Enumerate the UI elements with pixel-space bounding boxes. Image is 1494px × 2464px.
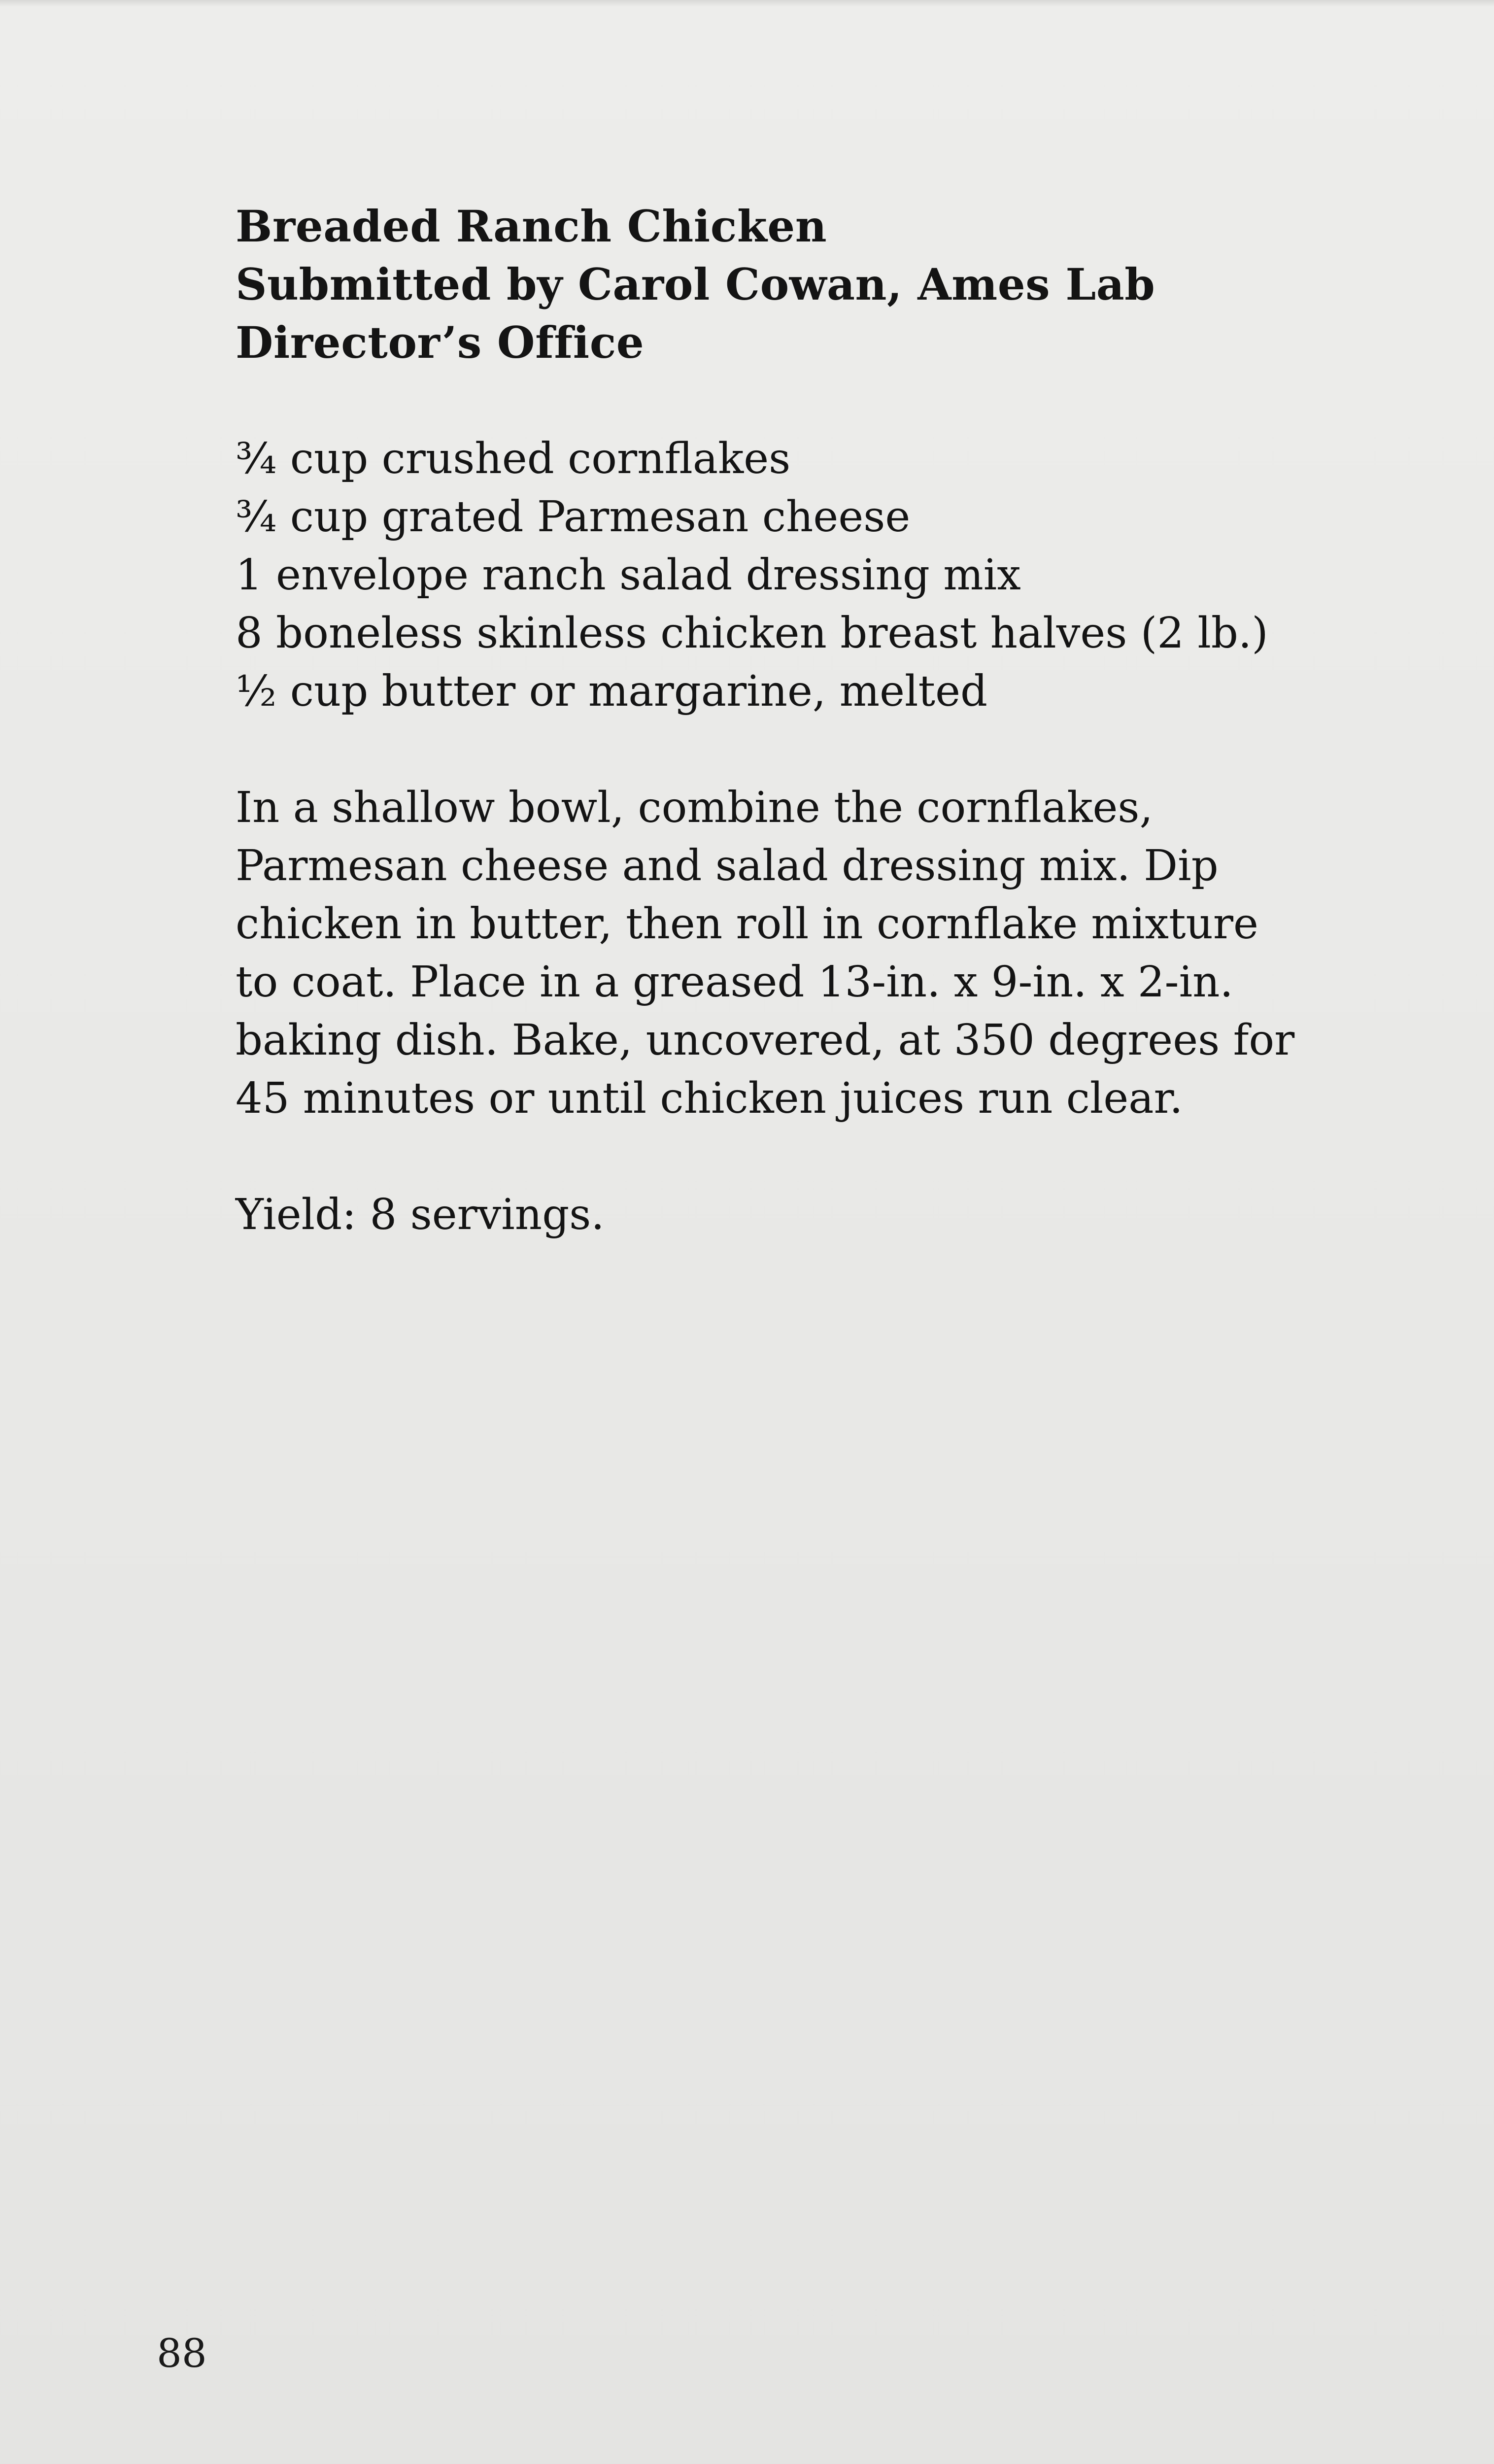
ingredient-list [236,430,1408,720]
instruction-line: In a shallow bowl, combine the cornflakes, [236,783,1153,832]
recipe-yield: Yield: 8 servings. [236,1190,605,1239]
ingredient-item: ½ cup butter or margarine, melted [236,667,988,716]
ingredient-item: ¾ cup crushed cornflakes [236,434,791,483]
recipe-submitter-office: Director’s Office [236,317,645,368]
ingredient-item: ¾ cup grated Parmesan cheese [236,492,911,542]
page-bottom-edge [0,2462,1494,2464]
ingredient-item: 1 envelope ranch salad dressing mix [236,550,1021,600]
recipe-title: Breaded Ranch Chicken [236,201,827,252]
instruction-line: 45 minutes or until chicken juices run clear. [236,1074,1183,1123]
instruction-line: to coat. Place in a greased 13-in. x 9-in. x 2-in. [236,958,1233,1007]
page-top-edge [0,0,1494,7]
recipe-title-block [236,197,1408,372]
instruction-line: baking dish. Bake, uncovered, at 350 degrees for [236,1016,1295,1065]
recipe [236,197,1408,1244]
instruction-line: Parmesan cheese and salad dressing mix. Dip [236,841,1219,890]
recipe-submitter: Submitted by Carol Cowan, Ames Lab [236,259,1155,310]
page-number: 88 [157,2330,207,2376]
recipe-instructions [236,779,1408,1128]
instruction-line: chicken in butter, then roll in cornflake mixture [236,899,1258,949]
ingredient-item: 8 boneless skinless chicken breast halves (2 lb.) [236,609,1268,658]
